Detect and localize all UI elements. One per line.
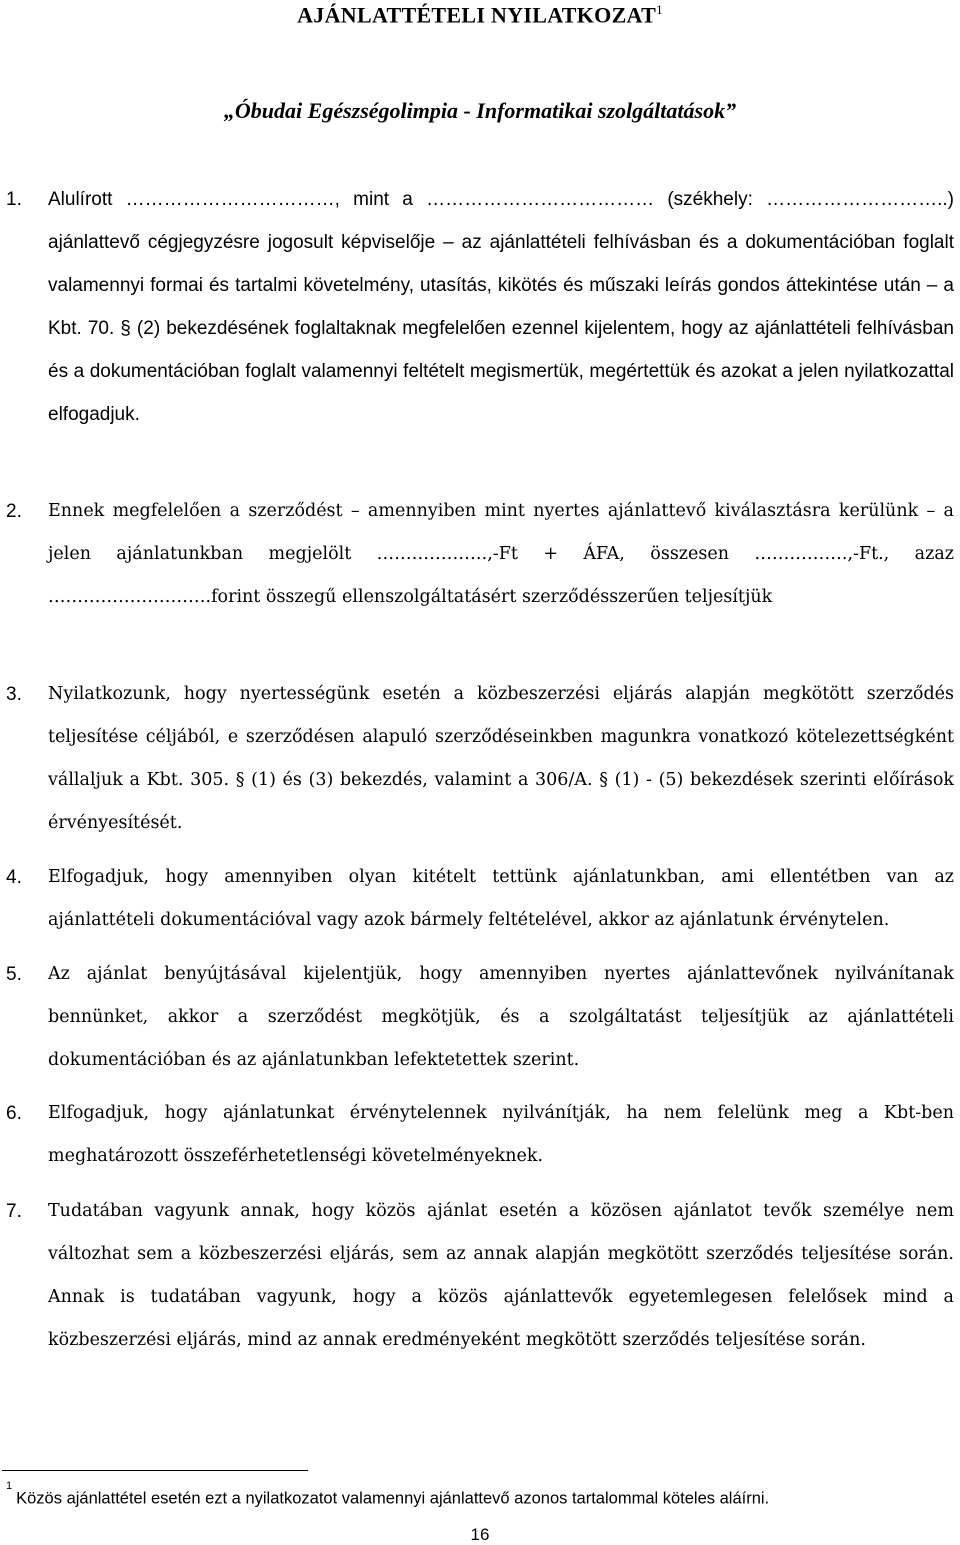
item-text: Tudatában vagyunk annak, hogy közös ajánlat esetén a közösen ajánlatot tevők személye nem változhat sem a közbeszerzési eljárás, sem az annak alapján megkötött szerződés teljesítése során. Annak is tudatában vagyunk, hogy a közös ajánlattevők egyetemlegesen felelősek mind a közbeszerzési eljárás, mind az annak eredményeként megkötött szerződés teljesítése során.: [48, 1201, 954, 1350]
document-subtitle: „Óbudai Egészségolimpia - Informatikai szolgáltatások”: [223, 98, 737, 123]
item-number: 4.: [6, 867, 22, 888]
item-text: Alulírott ……………………………, mint a ……………………………… (székhely: ………………………..) ajánlattevő cégjegyzésre jogosult képviselője – az ajánlattételi felhívásban és a dokumentációban foglalt valamennyi formai és tartalmi követelmény, utasítás, kikötés és műszaki leírás gondos áttekintése után – a Kbt. 70. § (2) bekezdésének foglaltaknak megfelelően ezennel kijelentem, hogy az ajánlattételi felhívásban és a dokumentációban foglalt valamennyi feltételt megismertük, megértettük és azokat a jelen nyilatkozattal elfogadjuk.: [48, 189, 954, 425]
item-text: Ennek megfelelően a szerződést – amennyiben mint nyertes ajánlattevő kiválasztásra kerülünk – a jelen ajánlatunkban megjelölt ……………….,-Ft + ÁFA, összesen …………….,-Ft., azaz ……………………….forint összegű ellenszolgáltatásért szerződésszerűen teljesítjük: [48, 501, 954, 607]
title-text: AJÁNLATTÉTELI NYILATKOZAT: [297, 2, 657, 28]
item-text: Nyilatkozunk, hogy nyertességünk esetén a közbeszerzési eljárás alapján megkötött szerződés teljesítése céljából, e szerződésen alapuló szerződéseinkben magunkra vonatkozó kötelezettségként vállaljuk a Kbt. 305. § (1) és (3) bekezdés, valamint a 306/A. § (1) - (5) bekezdések szerinti előírások érvényesítését.: [48, 684, 954, 833]
item-text: Az ajánlat benyújtásával kijelentjük, hogy amennyiben nyertes ajánlattevőnek nyilvánítanak bennünket, akkor a szerződést megkötjük, és a szolgáltatást teljesítjük az ajánlattételi dokumentációban és az ajánlatunkban lefektetettek szerint.: [48, 964, 954, 1070]
document-title: [0, 2, 960, 28]
item-text: Elfogadjuk, hogy amennyiben olyan kitételt tettünk ajánlatunkban, ami ellentétben van az ajánlattételi dokumentációval vagy azok bármely feltételével, akkor az ajánlatunk érvénytelen.: [48, 867, 954, 930]
item-text: Elfogadjuk, hogy ajánlatunkat érvénytelennek nyilvánítják, ha nem felelünk meg a Kbt-ben meghatározott összeférhetetlenségi követelményeknek.: [48, 1103, 954, 1166]
title-footnote-ref: 1: [656, 2, 663, 17]
item-number: 5.: [6, 964, 22, 985]
footnote-text: Közös ajánlattétel esetén ezt a nyilatkozatot valamennyi ajánlattevő azonos tartalommal köteles aláírni.: [16, 1489, 770, 1508]
footnote-divider: [2, 1470, 308, 1471]
item-number: 7.: [6, 1201, 22, 1222]
footnote: [6, 1480, 770, 1509]
footnote-ref: 1: [6, 1480, 13, 1492]
item-number: 6.: [6, 1103, 22, 1124]
page-number: 16: [470, 1525, 490, 1544]
item-number: 3.: [6, 684, 22, 705]
item-number: 2.: [6, 501, 22, 522]
item-number: 1.: [6, 189, 22, 210]
